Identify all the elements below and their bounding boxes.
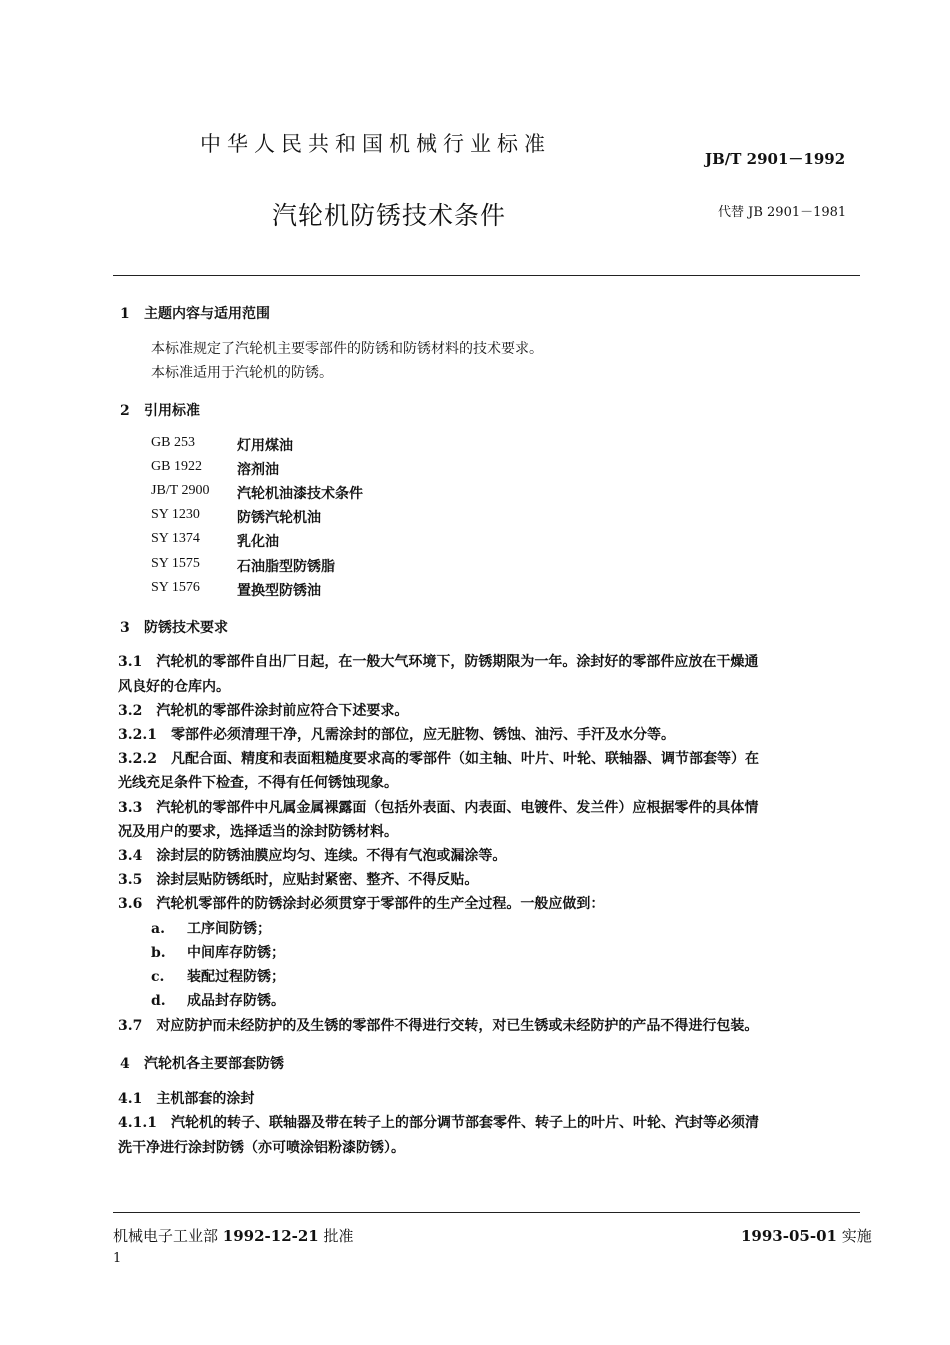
section-3-heading [120, 617, 228, 637]
list-item [151, 990, 285, 1010]
clause-text: 汽轮机的零部件涂封前应符合下述要求。 [156, 703, 409, 719]
approver: 机械电子工业部 [113, 1227, 219, 1245]
clause-text: 汽轮机的转子、联轴器及带在转子上的部分调节部套零件、转子上的叶片、叶轮、汽封等必须清 [170, 1115, 759, 1131]
clause-3-2-2 [118, 748, 759, 768]
section-title: 主题内容与适用范围 [144, 306, 270, 322]
reference-code: GB 1922 [151, 459, 202, 474]
reference-name: 置换型防锈油 [237, 583, 321, 599]
list-label: b. [151, 945, 166, 961]
clause-number: 3.6 [118, 896, 143, 912]
standard-code: JB/T 2901－1992 [705, 150, 846, 168]
clause-number: 3.3 [118, 800, 143, 816]
list-text: 中间库存防锈； [187, 945, 285, 961]
clause-number: 3.7 [118, 1018, 143, 1034]
clause-text: 涂封层的防锈油膜应均匀、连续。不得有气泡或漏涂等。 [156, 848, 507, 864]
list-label: d. [151, 993, 166, 1009]
clause-3-7 [118, 1015, 758, 1035]
reference-code: SY 1374 [151, 531, 200, 546]
clause-4-1-1 [118, 1112, 759, 1132]
section-number: 3 [120, 620, 130, 636]
reference-name: 石油脂型防锈脂 [237, 559, 335, 575]
reference-name: 防锈汽轮机油 [237, 510, 321, 526]
list-item [151, 966, 285, 986]
clause-3-2-2-continued: 光线充足条件下检查，不得有任何锈蚀现象。 [118, 775, 398, 791]
reference-name: 灯用煤油 [237, 438, 293, 454]
section-4-heading [120, 1053, 284, 1073]
section-2-heading [120, 400, 200, 420]
approval-line [113, 1225, 354, 1246]
list-item [151, 942, 285, 962]
reference-name: 溶剂油 [237, 462, 279, 478]
clause-3-2-1 [118, 724, 675, 744]
list-label: a. [151, 921, 165, 937]
clause-3-4 [118, 845, 506, 865]
reference-code: GB 253 [151, 435, 195, 450]
document-title: 汽轮机防锈技术条件 [272, 201, 507, 230]
clause-text: 涂封层贴防锈纸时，应贴封紧密、整齐、不得反贴。 [156, 872, 479, 888]
clause-3-2 [118, 700, 408, 720]
section-title: 引用标准 [144, 403, 200, 419]
clause-3-5 [118, 869, 478, 889]
clause-number: 3.2 [118, 703, 143, 719]
section-1-paragraph: 本标准适用于汽轮机的防锈。 [151, 365, 333, 381]
list-item [151, 918, 271, 938]
list-text: 成品封存防锈。 [187, 993, 285, 1009]
clause-text: 汽轮机零部件的防锈涂封必须贯穿于零部件的生产全过程。一般应做到： [156, 896, 605, 912]
footer-divider [113, 1212, 860, 1213]
reference-code: SY 1230 [151, 507, 200, 522]
clause-text: 主机部套的涂封 [156, 1091, 255, 1107]
header-divider [113, 275, 860, 276]
approval-date: 1992-12-21 [222, 1227, 319, 1245]
clause-number: 3.2.2 [118, 751, 157, 767]
section-1-paragraph: 本标准规定了汽轮机主要零部件的防锈和防锈材料的技术要求。 [151, 341, 543, 357]
clause-text: 汽轮机的零部件自出厂日起，在一般大气环境下，防锈期限为一年。涂封好的零部件应放在干燥通 [156, 654, 759, 670]
clause-3-1-continued: 风良好的仓库内。 [118, 679, 230, 695]
clause-text: 凡配合面、精度和表面粗糙度要求高的零部件（如主轴、叶片、叶轮、联轴器、调节部套等）在 [170, 751, 759, 767]
clause-3-3-continued: 况及用户的要求，选择适当的涂封防锈材料。 [118, 824, 398, 840]
section-number: 4 [120, 1056, 130, 1072]
section-1-heading [120, 303, 270, 323]
clause-3-6 [118, 893, 604, 913]
section-title: 防锈技术要求 [144, 620, 228, 636]
clause-number: 3.4 [118, 848, 143, 864]
effective-date: 1993-05-01 [741, 1227, 837, 1245]
clause-number: 4.1.1 [118, 1115, 157, 1131]
replaces-note: 代替 JB 2901－1981 [718, 205, 847, 220]
issuing-standard-heading: 中华人民共和国机械行业标准 [200, 132, 551, 156]
clause-text: 对应防护而未经防护的及生锈的零部件不得进行交转，对已生锈或未经防护的产品不得进行包装。 [156, 1018, 759, 1034]
section-title: 汽轮机各主要部套防锈 [144, 1056, 284, 1072]
page-number: 1 [113, 1251, 122, 1266]
section-number: 1 [120, 306, 130, 322]
clause-number: 3.2.1 [118, 727, 157, 743]
clause-number: 3.5 [118, 872, 143, 888]
clause-text: 汽轮机的零部件中凡属金属裸露面（包括外表面、内表面、电镀件、发兰件）应根据零件的具体情 [156, 800, 759, 816]
clause-number: 3.1 [118, 654, 143, 670]
reference-name: 乳化油 [237, 534, 279, 550]
clause-3-1 [118, 651, 758, 671]
list-text: 工序间防锈； [187, 921, 271, 937]
reference-name: 汽轮机油漆技术条件 [237, 486, 363, 502]
reference-code: JB/T 2900 [151, 483, 210, 498]
list-label: c. [151, 969, 165, 985]
clause-text: 零部件必须清理干净，凡需涂封的部位，应无脏物、锈蚀、油污、手汗及水分等。 [170, 727, 675, 743]
effective-line [741, 1225, 872, 1246]
clause-3-3 [118, 797, 758, 817]
section-number: 2 [120, 403, 130, 419]
reference-code: SY 1576 [151, 580, 200, 595]
reference-code: SY 1575 [151, 556, 200, 571]
approval-word: 批准 [323, 1227, 354, 1245]
effective-word: 实施 [841, 1227, 872, 1245]
clause-number: 4.1 [118, 1091, 143, 1107]
clause-4-1 [118, 1088, 254, 1108]
clause-4-1-1-continued: 洗干净进行涂封防锈（亦可喷涂铝粉漆防锈）。 [118, 1140, 405, 1156]
list-text: 装配过程防锈； [187, 969, 285, 985]
